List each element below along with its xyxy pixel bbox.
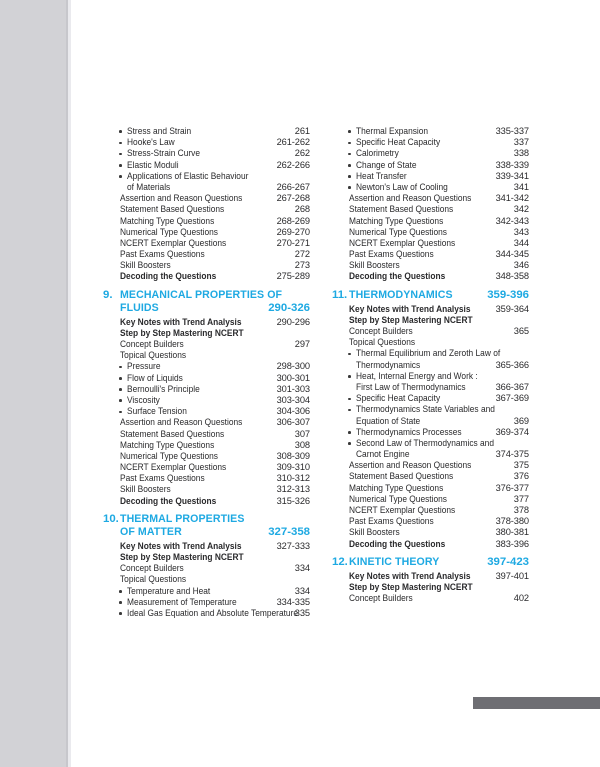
- toc-entry-label: Second Law of Thermodynamics and: [356, 437, 494, 448]
- toc-row: [103, 597, 310, 608]
- bullet-icon: [348, 375, 351, 378]
- toc-entry-label: Heat Transfer: [356, 170, 407, 181]
- page-number: 303-304: [276, 394, 310, 405]
- toc-row: [332, 171, 529, 182]
- toc-row: [103, 563, 310, 574]
- page-number: 261: [294, 126, 310, 136]
- page-number: 266-267: [276, 181, 310, 192]
- toc-row: [103, 350, 310, 361]
- toc-row: [103, 574, 310, 585]
- page-number: 337: [513, 137, 529, 148]
- bullet-icon: [119, 411, 122, 414]
- page-number: 304-306: [276, 406, 310, 417]
- bullet-icon: [119, 612, 122, 615]
- bullet-icon: [348, 164, 351, 167]
- toc-entry-label: Topical Questions: [349, 337, 416, 348]
- toc-entry-label: Thermal Equilibrium and Zeroth Law of: [356, 348, 501, 359]
- page-number: 306-307: [276, 417, 310, 428]
- chapter-title: MECHANICAL PROPERTIES OF: [120, 288, 283, 301]
- toc-entry-label: Topical Questions: [120, 574, 187, 585]
- page-number: 300-301: [276, 372, 310, 383]
- chapter-number: 12.: [332, 555, 348, 568]
- chapter-heading-line: [103, 302, 310, 315]
- chapter-heading-line: [103, 526, 310, 539]
- toc-row: [103, 171, 310, 182]
- chapter-heading-line: [332, 289, 529, 302]
- toc-row: [332, 260, 529, 271]
- toc-entry-label: Matching Type Questions: [349, 482, 444, 493]
- toc-entry-label: Skill Boosters: [120, 484, 171, 495]
- toc-entry-label: Decoding the Questions: [349, 271, 446, 282]
- toc-row: [332, 137, 529, 148]
- toc-row: [103, 484, 310, 495]
- chapter-title: OF MATTER: [120, 525, 182, 538]
- chapter-page-range: 327-358: [268, 525, 310, 538]
- page-number: 343: [513, 226, 529, 237]
- chapter-heading-line: [332, 556, 529, 569]
- chapter-title: FLUIDS: [120, 301, 159, 314]
- page-number: 270-271: [276, 237, 310, 248]
- toc-entry-label: Carnot Engine: [356, 449, 410, 460]
- page-edge-line-light: [68, 0, 71, 767]
- chapter-title: THERMAL PROPERTIES: [120, 512, 245, 525]
- toc-entry-label: Newton's Law of Cooling: [356, 181, 448, 192]
- index-tab-bar: [473, 697, 600, 709]
- bullet-icon: [119, 601, 122, 604]
- toc-entry-label: Heat, Internal Energy and Work :: [356, 370, 478, 381]
- toc-entry-label: Viscosity: [127, 394, 160, 405]
- page-number: 268: [294, 204, 310, 215]
- page-number: 402: [513, 593, 529, 604]
- toc-entry-label: Matching Type Questions: [120, 439, 215, 450]
- page-number: 369-374: [495, 426, 529, 437]
- toc-row: [332, 204, 529, 215]
- page-number: 378: [513, 505, 529, 515]
- toc-entry-label: Skill Boosters: [349, 260, 400, 271]
- bullet-icon: [348, 398, 351, 401]
- page-number: 269-270: [276, 226, 310, 237]
- toc-row: [103, 608, 310, 619]
- toc-entry-label: Specific Heat Capacity: [356, 137, 441, 148]
- toc-entry-label: Numerical Type Questions: [349, 493, 447, 504]
- bullet-icon: [348, 142, 351, 145]
- page-number: 365-366: [495, 359, 529, 370]
- bullet-icon: [119, 399, 122, 402]
- bullet-icon: [348, 130, 351, 133]
- toc-column-left: [103, 126, 310, 619]
- toc-row: [103, 126, 310, 137]
- toc-row: [332, 348, 529, 359]
- toc-row: [103, 271, 310, 282]
- page-number: 315-326: [276, 495, 310, 506]
- toc-row: [103, 238, 310, 249]
- toc-entry-label: Flow of Liquids: [127, 372, 183, 383]
- bullet-icon: [119, 175, 122, 178]
- bullet-icon: [119, 590, 122, 593]
- page-number: 366-367: [495, 381, 529, 392]
- page-number: 310-312: [276, 473, 310, 484]
- toc-entry-label: Stress-Strain Curve: [127, 148, 201, 159]
- toc-row: [332, 494, 529, 505]
- page-number: 262: [294, 148, 310, 159]
- page-number: 308: [294, 439, 310, 450]
- toc-entry-label: Past Exams Questions: [349, 516, 434, 527]
- toc-entry-label: Key Notes with Trend Analysis: [120, 540, 242, 551]
- toc-row: [332, 271, 529, 282]
- toc-entry-label: Pressure: [127, 361, 161, 372]
- toc-row: [332, 238, 529, 249]
- page-number: 275-289: [276, 271, 310, 282]
- toc-entry-label: Assertion and Reason Questions: [120, 193, 243, 204]
- toc-row: [332, 527, 529, 538]
- toc-entry-label: NCERT Exemplar Questions: [349, 505, 456, 515]
- toc-row: [103, 328, 310, 339]
- chapter-page-range: 290-326: [268, 301, 310, 314]
- toc-entry-label: Key Notes with Trend Analysis: [349, 303, 471, 314]
- toc-row: [103, 216, 310, 227]
- toc-row: [103, 137, 310, 148]
- page-number: 298-300: [276, 361, 310, 372]
- chapter-number: 10.: [103, 512, 119, 525]
- toc-entry-label: Topical Questions: [120, 350, 187, 361]
- bullet-icon: [348, 409, 351, 412]
- bullet-icon: [348, 353, 351, 356]
- toc-row: [103, 496, 310, 507]
- page-number: 312-313: [276, 484, 310, 495]
- chapter-page-range: 397-423: [487, 555, 529, 568]
- page-number: 348-358: [495, 271, 529, 282]
- toc-entry-label: Statement Based Questions: [120, 428, 225, 439]
- page-number: 290-296: [276, 316, 310, 327]
- toc-entry-label: Ideal Gas Equation and Absolute Temperature: [127, 607, 299, 618]
- toc-row: [103, 552, 310, 563]
- page-number: 338-339: [495, 159, 529, 170]
- bullet-icon: [119, 142, 122, 145]
- toc-row: [103, 160, 310, 171]
- toc-entry-label: Key Notes with Trend Analysis: [120, 316, 242, 327]
- page-number: 344-345: [495, 249, 529, 260]
- page-number: 376-377: [495, 482, 529, 493]
- page-number: 301-303: [276, 383, 310, 394]
- page-number: 297: [294, 339, 310, 349]
- toc-row: [103, 417, 310, 428]
- toc-row: [332, 182, 529, 193]
- toc-entry-label: Thermodynamics State Variables and: [356, 404, 495, 415]
- toc-entry-label: NCERT Exemplar Questions: [349, 237, 456, 248]
- toc-entry-label: Thermal Expansion: [356, 126, 429, 136]
- page-number: 342: [513, 204, 529, 215]
- toc-entry-label: Numerical Type Questions: [349, 226, 447, 237]
- toc-entry-label: Assertion and Reason Questions: [349, 193, 472, 204]
- page-number: 268-269: [276, 215, 310, 226]
- chapter-heading: [332, 289, 529, 302]
- toc-row: [332, 216, 529, 227]
- toc-row: [103, 204, 310, 215]
- toc-row: [103, 462, 310, 473]
- toc-row: [332, 315, 529, 326]
- toc-entry-label: Past Exams Questions: [349, 249, 434, 260]
- page-number: 273: [294, 260, 310, 271]
- toc-row: [103, 586, 310, 597]
- toc-entry-label: Elastic Moduli: [127, 159, 179, 170]
- page-number: 342-343: [495, 215, 529, 226]
- chapter-title: THERMODYNAMICS: [349, 288, 453, 301]
- page-number: 375: [513, 460, 529, 471]
- toc-row: [332, 371, 529, 382]
- chapter-heading: [103, 513, 310, 539]
- page-number: 377: [513, 493, 529, 504]
- page-number: 261-262: [276, 137, 310, 148]
- toc-entry-label: Thermodynamics Processes: [356, 426, 462, 437]
- toc-row: [332, 582, 529, 593]
- toc-entry-label: of Materials: [127, 181, 171, 192]
- page-number: 374-375: [495, 449, 529, 460]
- toc-row: [103, 317, 310, 328]
- chapter-number: 9.: [103, 288, 113, 301]
- toc-entry-label: Skill Boosters: [349, 527, 400, 538]
- toc-row: [103, 541, 310, 552]
- page-number: 334: [294, 563, 310, 574]
- page-number: 334-335: [276, 596, 310, 607]
- chapter-heading: [103, 289, 310, 315]
- toc-entry-label: Concept Builders: [349, 593, 413, 604]
- toc-entry-label: Step by Step Mastering NCERT: [349, 314, 473, 325]
- page-number: 272: [294, 249, 310, 260]
- page-number: 308-309: [276, 450, 310, 461]
- toc-row: [103, 361, 310, 372]
- toc-entry-label: Numerical Type Questions: [120, 450, 218, 461]
- toc-entry-label: First Law of Thermodynamics: [356, 381, 466, 392]
- toc-row: [332, 126, 529, 137]
- toc-row: [103, 406, 310, 417]
- toc-row: [332, 483, 529, 494]
- toc-row: [332, 505, 529, 516]
- toc-row: [332, 227, 529, 238]
- toc-entry-label: Stress and Strain: [127, 126, 192, 136]
- toc-entry-label: Past Exams Questions: [120, 473, 205, 484]
- bullet-icon: [348, 175, 351, 178]
- toc-row: [332, 382, 529, 393]
- toc-column-right: [332, 126, 529, 604]
- bullet-icon: [119, 377, 122, 380]
- chapter-number: 11.: [332, 288, 348, 301]
- toc-row: [103, 384, 310, 395]
- toc-entry-label: Decoding the Questions: [120, 495, 217, 506]
- toc-entry-label: Hooke's Law: [127, 137, 175, 148]
- page-number: 397-401: [495, 570, 529, 581]
- toc-row: [103, 429, 310, 440]
- page-number: 262-266: [276, 159, 310, 170]
- toc-entry-label: Skill Boosters: [120, 260, 171, 271]
- toc-entry-label: Assertion and Reason Questions: [120, 417, 243, 428]
- toc-row: [103, 249, 310, 260]
- page-number: 369: [513, 415, 529, 426]
- page-number: 307: [294, 428, 310, 439]
- toc-row: [332, 393, 529, 404]
- toc-row: [103, 182, 310, 193]
- chapter-page-range: 359-396: [487, 288, 529, 301]
- toc-row: [332, 249, 529, 260]
- toc-row: [332, 304, 529, 315]
- page-number: 380-381: [495, 527, 529, 538]
- toc-entry-label: Specific Heat Capacity: [356, 393, 441, 404]
- toc-row: [103, 260, 310, 271]
- toc-entry-label: Step by Step Mastering NCERT: [349, 581, 473, 592]
- bullet-icon: [119, 388, 122, 391]
- page-number: 376: [513, 471, 529, 482]
- page-number: 334: [294, 585, 310, 596]
- toc-row: [332, 438, 529, 449]
- scan-edge-band: [0, 0, 66, 767]
- toc-row: [332, 404, 529, 415]
- toc-entry-label: Step by Step Mastering NCERT: [120, 552, 244, 562]
- chapter-heading-line: [103, 289, 310, 302]
- page-number: 335-337: [495, 126, 529, 136]
- bullet-icon: [119, 130, 122, 133]
- toc-row: [332, 416, 529, 427]
- bullet-icon: [348, 186, 351, 189]
- toc-row: [332, 449, 529, 460]
- page-number: 359-364: [495, 303, 529, 314]
- page-number: 339-341: [495, 170, 529, 181]
- toc-entry-label: Applications of Elastic Behaviour: [127, 170, 249, 181]
- toc-entry-label: Concept Builders: [349, 326, 413, 336]
- page-number: 344: [513, 237, 529, 248]
- bullet-icon: [348, 153, 351, 156]
- toc-row: [103, 395, 310, 406]
- page-number: 341: [513, 181, 529, 192]
- toc-row: [332, 148, 529, 159]
- toc-entry-label: Key Notes with Trend Analysis: [349, 570, 471, 581]
- toc-entry-label: Equation of State: [356, 415, 421, 426]
- toc-entry-label: Measurement of Temperature: [127, 596, 237, 607]
- toc-entry-label: Temperature and Heat: [127, 585, 211, 596]
- page-number: 335: [294, 607, 310, 618]
- toc-entry-label: Matching Type Questions: [120, 215, 215, 226]
- bullet-icon: [348, 431, 351, 434]
- toc-entry-label: Calorimetry: [356, 148, 399, 159]
- bullet-icon: [119, 164, 122, 167]
- toc-row: [103, 339, 310, 350]
- toc-entry-label: Decoding the Questions: [349, 538, 446, 549]
- page-number: 365: [513, 326, 529, 336]
- toc-row: [332, 460, 529, 471]
- toc-row: [332, 471, 529, 482]
- toc-entry-label: Concept Builders: [120, 563, 184, 574]
- toc-entry-label: Bernoulli's Principle: [127, 383, 200, 394]
- toc-entry-label: Past Exams Questions: [120, 249, 205, 260]
- page-number: 367-369: [495, 393, 529, 404]
- toc-row: [103, 440, 310, 451]
- toc-row: [332, 337, 529, 348]
- toc-row: [103, 473, 310, 484]
- toc-row: [103, 373, 310, 384]
- toc-entry-label: Statement Based Questions: [349, 204, 454, 215]
- toc-row: [103, 451, 310, 462]
- toc-row: [332, 193, 529, 204]
- chapter-title: KINETIC THEORY: [349, 555, 440, 568]
- toc-entry-label: Matching Type Questions: [349, 215, 444, 226]
- toc-entry-label: Decoding the Questions: [120, 271, 217, 282]
- toc-row: [103, 148, 310, 159]
- bullet-icon: [348, 442, 351, 445]
- page-number: 327-333: [276, 540, 310, 551]
- chapter-heading-line: [103, 513, 310, 526]
- toc-row: [332, 360, 529, 371]
- toc-entry-label: Concept Builders: [120, 339, 184, 349]
- chapter-heading: [332, 556, 529, 569]
- toc-entry-label: NCERT Exemplar Questions: [120, 462, 227, 473]
- toc-entry-label: Statement Based Questions: [349, 471, 454, 482]
- bullet-icon: [119, 366, 122, 369]
- toc-entry-label: Thermodynamics: [356, 359, 421, 370]
- toc-row: [332, 326, 529, 337]
- toc-entry-label: Change of State: [356, 159, 417, 170]
- toc-row: [332, 539, 529, 550]
- toc-entry-label: Numerical Type Questions: [120, 226, 218, 237]
- bullet-icon: [119, 153, 122, 156]
- toc-entry-label: Assertion and Reason Questions: [349, 460, 472, 471]
- toc-row: [332, 593, 529, 604]
- page-number: 309-310: [276, 462, 310, 473]
- toc-row: [332, 516, 529, 527]
- page-number: 338: [513, 148, 529, 159]
- page-number: 383-396: [495, 538, 529, 549]
- toc-row: [103, 193, 310, 204]
- toc-row: [332, 571, 529, 582]
- toc-entry-label: Step by Step Mastering NCERT: [120, 327, 244, 338]
- toc-row: [332, 160, 529, 171]
- toc-entry-label: NCERT Exemplar Questions: [120, 237, 227, 248]
- toc-row: [103, 227, 310, 238]
- toc-entry-label: Statement Based Questions: [120, 204, 225, 215]
- page-number: 267-268: [276, 193, 310, 204]
- toc-row: [332, 427, 529, 438]
- page-number: 378-380: [495, 516, 529, 527]
- toc-entry-label: Surface Tension: [127, 406, 187, 417]
- page-number: 346: [513, 260, 529, 271]
- page-number: 341-342: [495, 193, 529, 204]
